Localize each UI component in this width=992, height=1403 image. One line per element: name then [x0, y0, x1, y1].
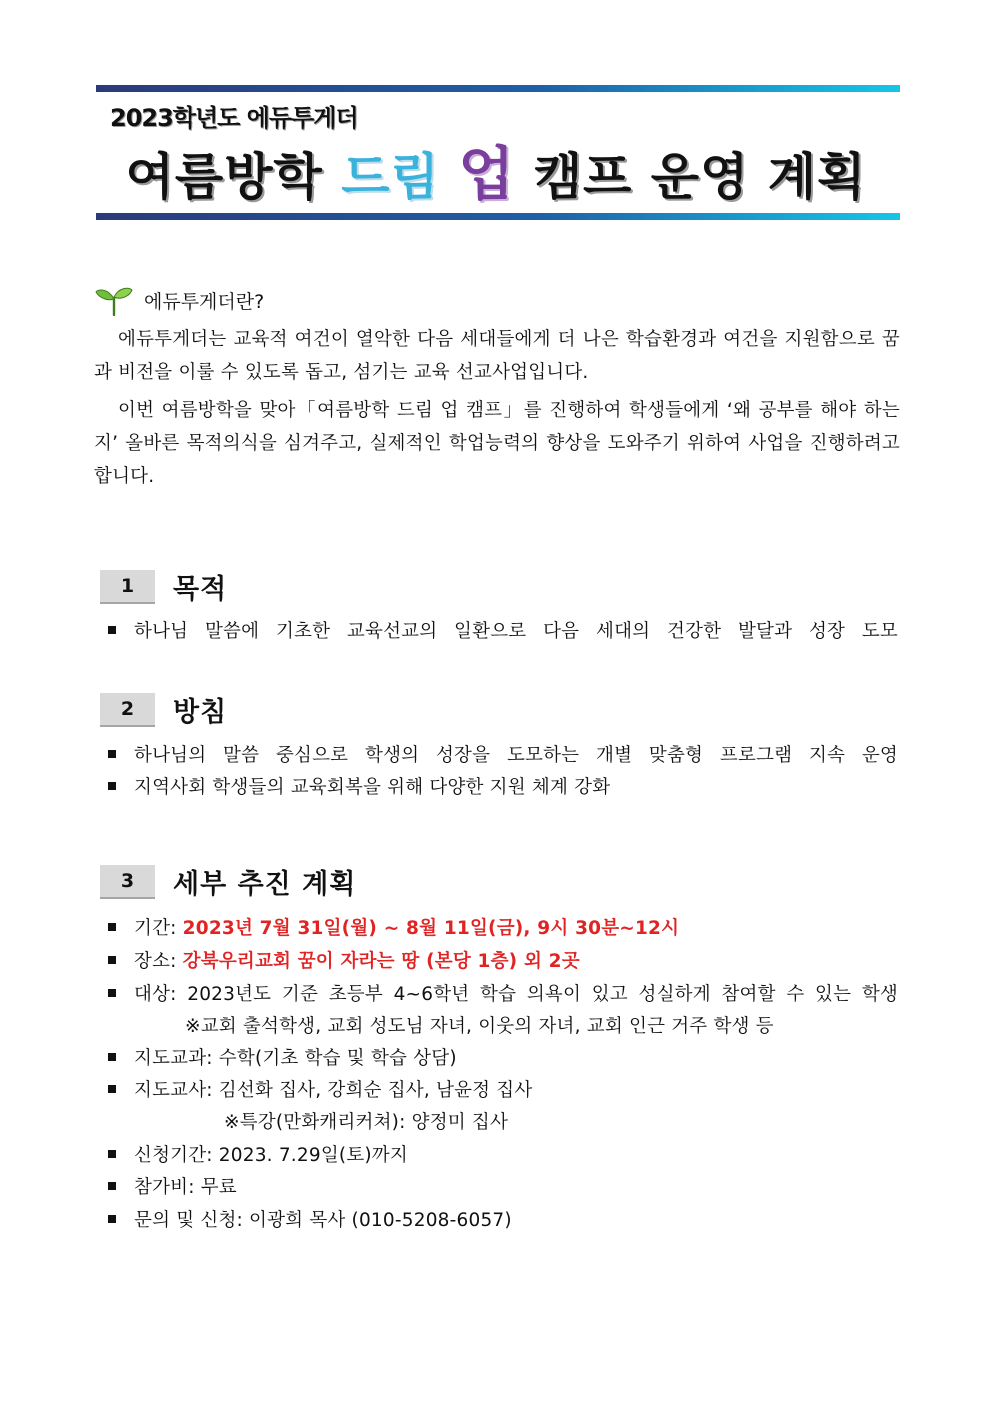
- section-number: 1: [100, 570, 155, 604]
- detail-text: 문의 및 신청: 이광희 목사 (010-5208-6057): [134, 1210, 512, 1231]
- detail-target: [108, 980, 898, 1006]
- detail-subject: [108, 1044, 898, 1070]
- sprout-icon: [94, 284, 134, 316]
- detail-text: 지도교과: 수학(기초 학습 및 학습 상담): [134, 1048, 457, 1069]
- detail-text: 신청기간: 2023. 7.29일(토)까지: [134, 1145, 408, 1166]
- section-number: 2: [100, 693, 155, 727]
- square-bullet-icon: [108, 956, 116, 964]
- list-item-text: 하나님의 말씀 중심으로 학생의 성장을 도모하는 개별 맞춤형 프로그램 지속 운영: [134, 745, 898, 766]
- list-item: [108, 773, 898, 799]
- square-bullet-icon: [108, 1215, 116, 1223]
- section-policy-heading: [100, 690, 227, 729]
- place-value: 강북우리교회 꿈이 자라는 땅 (본당 1층) 외 2곳: [182, 951, 580, 972]
- detail-text: 참가비: 무료: [134, 1177, 237, 1198]
- detail-apply-period: [108, 1141, 898, 1167]
- square-bullet-icon: [108, 750, 116, 758]
- title-part-2: 드림: [341, 148, 440, 206]
- square-bullet-icon: [108, 782, 116, 790]
- detail-text: 대상: 2023년도 기준 초등부 4~6학년 학습 의욕이 있고 성실하게 참여할 수 있는 학생: [134, 984, 898, 1005]
- square-bullet-icon: [108, 1150, 116, 1158]
- section-purpose-heading: [100, 567, 227, 606]
- title-part-3: 업: [458, 140, 516, 208]
- square-bullet-icon: [108, 923, 116, 931]
- period-value: 2023년 7월 31일(월) ~ 8월 11일(금), 9시 30분~12시: [182, 918, 680, 939]
- section-title: 목적: [173, 574, 228, 605]
- intro-heading: [94, 284, 264, 316]
- header-top-bar: [96, 85, 900, 92]
- target-note: ※교회 출석학생, 교회 성도님 자녀, 이웃의 자녀, 교회 인근 거주 학생 등: [185, 1016, 774, 1037]
- title-part-1: 여름방학: [125, 148, 323, 206]
- intro-heading-text: 에듀투게더란?: [144, 290, 265, 313]
- detail-place: [108, 947, 898, 973]
- detail-fee: [108, 1173, 898, 1199]
- intro-paragraph-1: 에듀투게더는 교육적 여건이 열악한 다음 세대들에게 더 나은 학습환경과 여건을 지원함으로 꿈과 비전을 이룰 수 있도록 돕고, 섬기는 교육 선교사업입니다.: [94, 329, 900, 383]
- detail-contact: [108, 1206, 898, 1232]
- list-item: [108, 617, 898, 643]
- square-bullet-icon: [108, 626, 116, 634]
- detail-label: 기간:: [134, 918, 177, 939]
- section-title: 세부 추진 계획: [173, 869, 357, 900]
- list-item: [108, 741, 898, 767]
- list-item-text: 하나님 말씀에 기초한 교육선교의 일환으로 다음 세대의 건강한 발달과 성장 도모: [134, 621, 898, 642]
- square-bullet-icon: [108, 989, 116, 997]
- list-item-text: 지역사회 학생들의 교육회복을 위해 다양한 지원 체계 강화: [134, 777, 611, 798]
- section-title: 방침: [173, 697, 228, 728]
- detail-period: [108, 914, 898, 940]
- title-part-4: 캠프 운영 계획: [533, 148, 867, 206]
- intro-paragraph-2: 이번 여름방학을 맞아「여름방학 드림 업 캠프」를 진행하여 학생들에게 ‘왜 공부를 해야 하는지’ 올바른 목적의식을 심겨주고, 실제적인 학업능력의 향상을 도와주기 위하여 사업을 진행하려고 합니다.: [94, 400, 900, 487]
- page-title: [0, 140, 992, 210]
- square-bullet-icon: [108, 1182, 116, 1190]
- section-number: 3: [100, 865, 155, 899]
- detail-teachers: [108, 1076, 898, 1102]
- teachers-note: ※특강(만화캐리커쳐): 양정미 집사: [224, 1112, 509, 1133]
- section-plan-heading: [100, 862, 356, 901]
- detail-text: 지도교사: 김선화 집사, 강희순 집사, 남윤정 집사: [134, 1080, 533, 1101]
- square-bullet-icon: [108, 1053, 116, 1061]
- header-kicker: 2023학년도 에듀투게더: [110, 104, 358, 132]
- detail-label: 장소:: [134, 951, 177, 972]
- header-bottom-bar: [96, 213, 900, 220]
- square-bullet-icon: [108, 1085, 116, 1093]
